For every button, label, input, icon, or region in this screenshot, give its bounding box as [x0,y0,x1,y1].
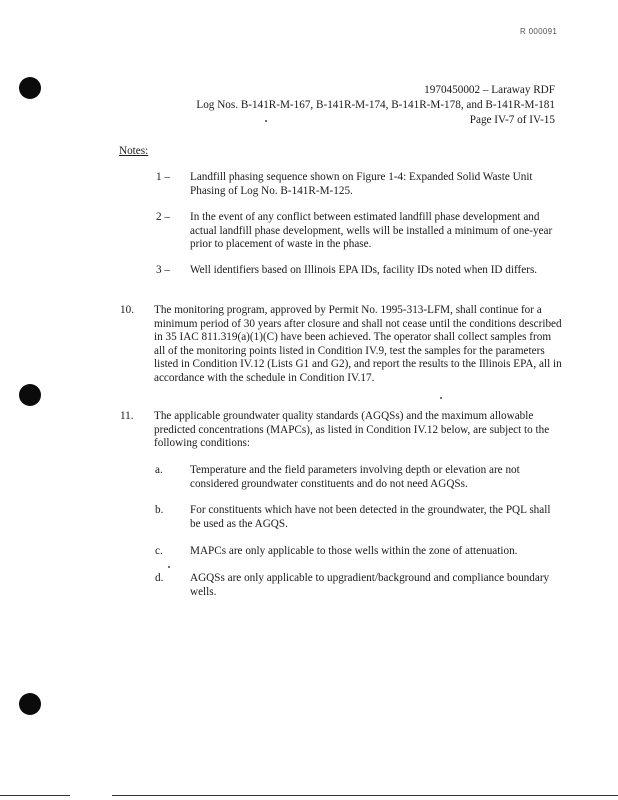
condition-text: The applicable groundwater quality standards (AGQSs) and the maximum allowable predicted concentrations (MAPCs), as listed in Condition IV.12 below, are subject to the following conditions: [154,410,550,449]
binder-hole-bottom [19,693,41,715]
condition-text: The monitoring program, approved by Permit No. 1995-313-LFM, shall continue for a minimum period of 30 years after closure and shall not cease until the conditions described in 35 IAC 811.319(a)(1)(C) have been achieved. The operator shall collect samples from all of the monitoring points listed in Condition IV.9, test the samples for the parameters listed in Condition IV.12 (Lists G1 and G2), and report the results to the Illinois EPA, all in accordance with the schedule in Condition IV.17. [154,304,562,384]
note-number: 2 – [156,211,170,223]
scan-speck [168,566,170,568]
document-stamp: R 000091 [520,27,558,36]
condition-number: 10. [120,304,134,316]
subitem-letter: d. [155,572,164,584]
subitem-letter: b. [155,504,164,516]
header-log-numbers: Log Nos. B-141R-M-167, B-141R-M-174, B-141R-M-178, and B-141R-M-181 [196,99,555,111]
scan-speck [440,397,442,399]
binder-hole-top [19,77,41,99]
note-number: 1 – [156,171,170,183]
subitem-text: For constituents which have not been detected in the groundwater, the PQL shall be used as the AGQS. [190,504,551,530]
note-text: Well identifiers based on Illinois EPA IDs, facility IDs noted when ID differs. [190,264,538,276]
binder-hole-middle [19,384,41,406]
header-page-number: Page IV-7 of IV-15 [469,114,555,126]
note-text: In the event of any conflict between estimated landfill phase development and actual landfill phase development, wells will be installed a minimum of one-year prior to placement of waste in the phase. [190,211,553,250]
condition-number: 11. [120,410,134,422]
subitem-letter: a. [155,464,163,476]
scan-edge-line-left [0,795,70,796]
subitem-letter: c. [155,545,163,557]
note-text: Landfill phasing sequence shown on Figure 1-4: Expanded Solid Waste Unit Phasing of Log No. B-141R-M-125. [190,171,533,197]
scan-edge-line-right [112,795,618,796]
note-number: 3 – [156,264,170,276]
subitem-text: Temperature and the field parameters involving depth or elevation are not considered groundwater constituents and do not need AGQSs. [190,464,520,490]
subitem-text: MAPCs are only applicable to those wells within the zone of attenuation. [190,545,518,557]
scan-speck [265,120,267,122]
notes-heading: Notes: [119,145,149,157]
subitem-text: AGQSs are only applicable to upgradient/background and compliance boundary wells. [190,572,550,598]
header-permit-line: 1970450002 – Laraway RDF [424,84,555,96]
